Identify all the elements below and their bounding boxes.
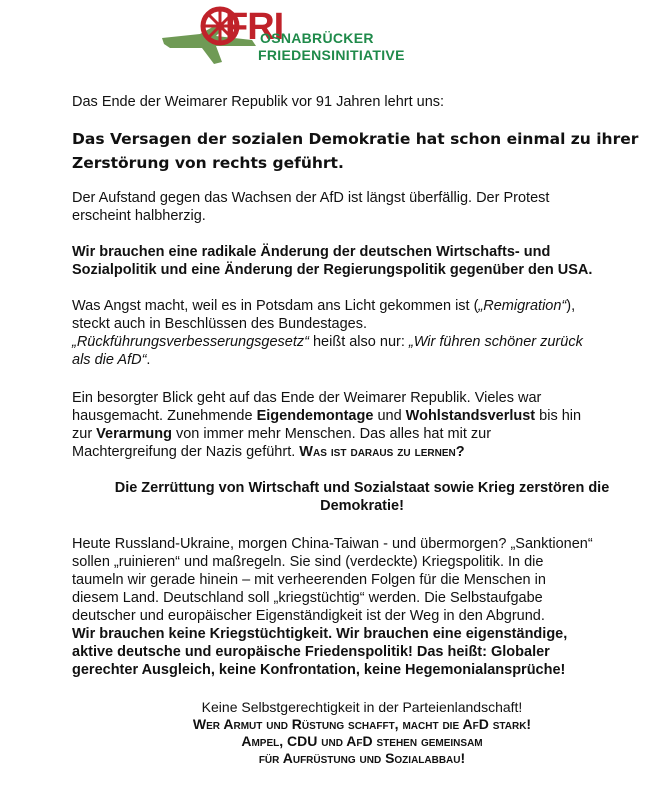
p3-l2c: bis hin	[535, 408, 582, 424]
thesis-line2: Demokratie!	[320, 498, 404, 514]
remigration-term: „Remigration“	[478, 298, 567, 314]
demand-policy-change	[72, 243, 652, 279]
verarmung: Verarmung	[96, 426, 172, 442]
demand1-line1: Wir brauchen eine radikale Änderung der deutschen Wirtschafts- und	[72, 244, 551, 260]
paragraph-weimar	[72, 389, 652, 461]
p3-l2a: hausgemacht. Zunehmende	[72, 408, 257, 424]
quote-line1: „Wir führen schöner zurück	[408, 334, 583, 350]
headline-line2: Zerstörung von rechts geführt.	[72, 154, 344, 172]
logo-org-line2: FRIEDENSINITIATIVE	[258, 47, 405, 63]
flyer-content	[72, 93, 652, 767]
lernen-question: Was ist daraus zu lernen?	[299, 444, 465, 460]
p3-l4a: Machtergreifung der Nazis geführt.	[72, 444, 300, 460]
headline	[72, 127, 652, 175]
p4-bold3: gerechter Ausgleich, keine Konfrontation, keine Hegemonialansprüche!	[72, 662, 566, 678]
logo	[160, 4, 440, 70]
closing-line3: Ampel, CDU und AfD stehen gemeinsam	[241, 733, 483, 749]
p3-l3b: von immer mehr Menschen. Das alles hat mit zur	[171, 426, 492, 442]
headline-line1: Das Versagen der sozialen Demokratie hat schon einmal zu ihrer	[72, 130, 639, 148]
quote-line2: als die AfD“	[72, 352, 147, 368]
closing-line4: für Aufrüstung und Sozialabbau!	[258, 750, 466, 766]
law-name: „Rückführungsverbesserungsgesetz“	[72, 334, 309, 350]
p2-b: ),	[566, 298, 576, 314]
p3-line1: Ein besorgter Blick geht auf das Ende der Weimarer Republik. Vieles war	[72, 390, 542, 406]
p4-line1: Heute Russland-Ukraine, morgen China-Taiwan - und übermorgen? „Sanktionen“	[72, 536, 593, 552]
p4-line3: taumeln wir gerade hinein – mit verheerenden Folgen für die Menschen in	[72, 572, 546, 588]
closing-block	[72, 699, 652, 767]
p3-l3a: zur	[72, 426, 97, 442]
closing-line2: Wer Armut und Rüstung schafft, macht die AfD stark!	[192, 716, 532, 732]
thesis-line1: Die Zerrüttung von Wirtschaft und Sozialstaat sowie Krieg zerstören die	[114, 480, 610, 496]
p4-bold1: Wir brauchen keine Kriegstüchtigkeit. Wir brauchen eine eigenständige,	[72, 626, 568, 642]
p1-line1: Der Aufstand gegen das Wachsen der AfD ist längst überfällig. Der Protest	[72, 190, 550, 206]
paragraph-war-policy	[72, 535, 652, 679]
logo-fri: FRI	[225, 6, 284, 48]
paragraph-remigration	[72, 297, 652, 369]
p3-l2b: und	[373, 408, 406, 424]
wohlstandsverlust: Wohlstandsverlust	[405, 408, 536, 424]
paragraph-afd-protest	[72, 189, 652, 225]
p2-d: .	[146, 352, 151, 368]
p4-line2: sollen „ruinieren“ und maßregeln. Sie sind (verdeckte) Kriegspolitik. In die	[72, 554, 544, 570]
p4-line5: deutscher und europäischer Eigenständigkeit ist der Weg in den Abgrund.	[72, 608, 545, 624]
eigendemontage: Eigendemontage	[256, 408, 374, 424]
logo-org-line1: OSNABRÜCKER	[260, 30, 374, 46]
p4-line4: diesem Land. Deutschland soll „kriegstüchtig“ werden. Die Selbstaufgabe	[72, 590, 543, 606]
p1-line2: erscheint halbherzig.	[72, 208, 206, 224]
thesis-statement	[72, 479, 652, 515]
intro-text: Das Ende der Weimarer Republik vor 91 Jahren lehrt uns:	[72, 94, 445, 110]
p2-a: Was Angst macht, weil es in Potsdam ans Licht gekommen ist (	[72, 298, 479, 314]
p2-c: heißt also nur:	[308, 334, 409, 350]
demand1-line2: Sozialpolitik und eine Änderung der Regierungspolitik gegenüber den USA.	[72, 262, 593, 278]
p2-line2: steckt auch in Beschlüssen des Bundestages.	[72, 316, 368, 332]
closing-line1: Keine Selbstgerechtigkeit in der Parteienlandschaft!	[201, 699, 523, 715]
p4-bold2: aktive deutsche und europäische Friedenspolitik! Das heißt: Globaler	[72, 644, 550, 660]
